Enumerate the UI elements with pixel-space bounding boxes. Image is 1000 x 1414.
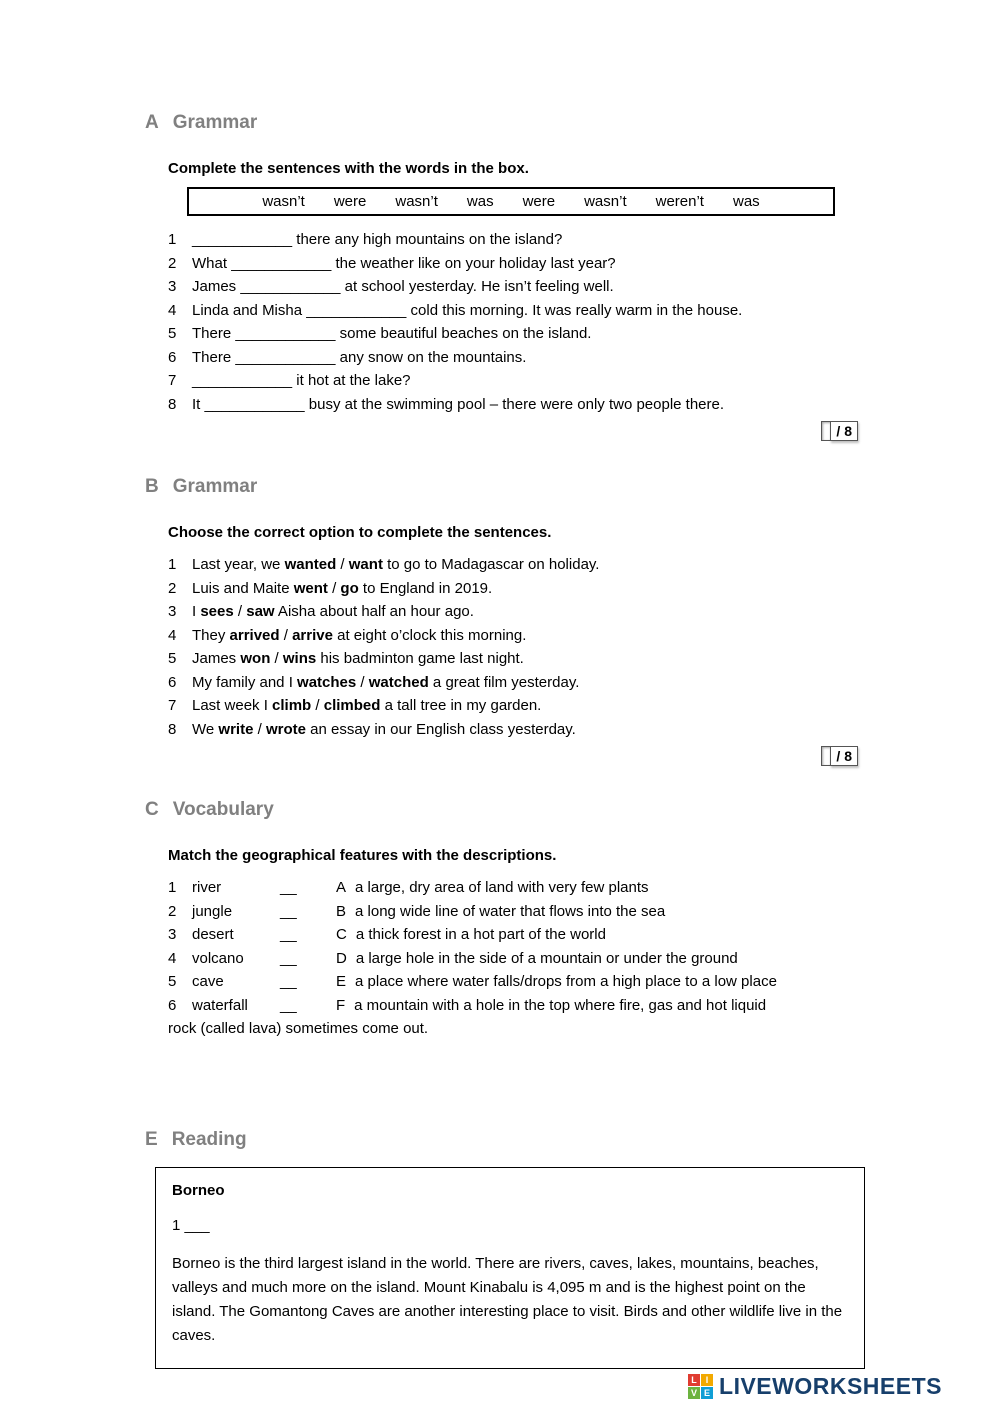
description-letter: F xyxy=(336,996,346,1014)
sentence-pre: My family and I xyxy=(192,673,298,691)
option-separator: / xyxy=(356,673,369,691)
sentence-post: at school yesterday. He isn’t feeling well. xyxy=(340,278,614,295)
word-box-word: were xyxy=(333,193,367,210)
feature-term: waterfall xyxy=(192,996,248,1014)
score-label: / 8 xyxy=(830,421,858,441)
item-number: 8 xyxy=(168,395,177,413)
word-box-word: were xyxy=(522,193,556,210)
section-b xyxy=(145,476,860,771)
word-box-word: was xyxy=(466,193,494,210)
section-b-score-line xyxy=(168,746,860,771)
match-blank[interactable]: __ xyxy=(280,926,297,943)
option-sentence-item xyxy=(168,624,860,648)
sentence-text xyxy=(192,369,411,393)
matching-item xyxy=(168,947,860,971)
answer-blank[interactable]: ____________ xyxy=(306,301,407,319)
item-number: 5 xyxy=(168,973,177,990)
option-sentence-item xyxy=(168,577,860,601)
sentence-text xyxy=(192,694,541,718)
option-first[interactable]: sees xyxy=(200,603,234,620)
reading-gap-line xyxy=(172,1217,848,1234)
option-sentence-item xyxy=(168,671,860,695)
section-a-instruction: Complete the sentences with the words in the box. xyxy=(168,160,529,177)
logo-square-e: E xyxy=(701,1387,713,1399)
sentence-post: the weather like on your holiday last year? xyxy=(331,254,616,272)
item-number: 3 xyxy=(168,926,177,943)
option-separator: / xyxy=(253,720,266,738)
option-first[interactable]: went xyxy=(293,579,328,597)
option-second[interactable]: wins xyxy=(282,650,317,667)
word-box-word: was xyxy=(732,193,760,210)
answer-blank[interactable]: ____________ xyxy=(235,325,336,342)
section-a xyxy=(145,112,860,446)
sentence-text xyxy=(192,577,492,601)
sentence-text xyxy=(192,322,591,346)
section-c xyxy=(145,799,860,1041)
item-number: 6 xyxy=(168,673,177,691)
option-separator: / xyxy=(311,697,324,714)
section-b-heading xyxy=(145,476,860,498)
sentence-post: there any high mountains on the island? xyxy=(292,231,563,248)
option-first[interactable]: wanted xyxy=(284,556,337,573)
option-second[interactable]: saw xyxy=(246,603,275,620)
description-text: a place where water falls/drops from a high place to a low place xyxy=(355,973,777,990)
option-second[interactable]: wrote xyxy=(265,720,306,738)
item-number: 8 xyxy=(168,720,177,738)
word-box-word: wasn’t xyxy=(262,193,305,210)
description-text: a large, dry area of land with very few plants xyxy=(355,879,649,896)
sentence-text xyxy=(192,299,742,323)
feature-term: cave xyxy=(192,973,224,990)
sentence-post: it hot at the lake? xyxy=(292,372,411,389)
section-b-sentences xyxy=(168,553,860,741)
sentence-pre: What xyxy=(192,254,232,272)
sentence-item xyxy=(168,322,860,346)
section-a-score-line xyxy=(168,421,860,446)
option-separator: / xyxy=(279,626,293,644)
feature-description xyxy=(336,970,777,994)
item-number: 6 xyxy=(168,996,177,1014)
sentence-text xyxy=(192,275,614,299)
sentence-post: at eight o’clock this morning. xyxy=(332,626,527,644)
sentence-post: busy at the swimming pool – there were only two people there. xyxy=(304,395,725,413)
sentence-pre: Linda and Misha xyxy=(192,301,307,319)
sentence-text xyxy=(192,671,579,695)
reading-box xyxy=(155,1167,865,1369)
section-letter: C xyxy=(145,799,159,820)
sentence-text xyxy=(192,252,616,276)
sentence-pre: Last week I xyxy=(192,697,273,714)
item-number: 1 xyxy=(168,879,177,896)
section-a-sentences xyxy=(168,228,860,416)
logo-square-i: I xyxy=(701,1374,713,1386)
description-letter: D xyxy=(336,949,347,967)
word-box xyxy=(187,187,835,216)
feature-description xyxy=(336,994,766,1018)
option-second[interactable]: watched xyxy=(368,673,429,691)
score-label: / 8 xyxy=(830,746,858,766)
option-second[interactable]: go xyxy=(340,579,359,597)
option-separator: / xyxy=(233,603,247,620)
description-letter: E xyxy=(336,973,347,990)
item-number: 2 xyxy=(168,579,177,597)
matching-list xyxy=(168,876,860,1017)
sentence-text xyxy=(192,718,576,742)
option-first[interactable]: won xyxy=(240,650,271,667)
match-blank[interactable]: __ xyxy=(280,949,297,967)
sentence-pre: I xyxy=(192,603,201,620)
sentence-item xyxy=(168,275,860,299)
option-sentence-item xyxy=(168,553,860,577)
reading-paragraph: Borneo is the third largest island in the world. There are rivers, caves, lakes, mountains, beaches, valleys and much more on the island. Mount Kinabalu is 4,095 m and is the highest point on the island. The Gomantong Caves are another interesting place to visit. Birds and other wildlife live in the caves. xyxy=(172,1254,843,1344)
feature-description xyxy=(336,876,649,900)
word-box-word: wasn’t xyxy=(584,193,627,210)
sentence-text xyxy=(192,393,724,417)
sentence-pre: They xyxy=(192,626,230,644)
match-blank[interactable]: __ xyxy=(280,973,297,990)
sentence-pre: There xyxy=(192,325,236,342)
word-box-word: wasn’t xyxy=(395,193,438,210)
reading-title: Borneo xyxy=(172,1181,225,1199)
sentence-post: an essay in our English class yesterday. xyxy=(305,720,576,738)
logo-square-l: L xyxy=(688,1374,700,1386)
feature-description xyxy=(336,923,606,947)
sentence-pre: Luis and Maite xyxy=(192,579,294,597)
sentence-text xyxy=(192,647,524,671)
gap-number: 1 xyxy=(172,1216,181,1234)
matching-item xyxy=(168,923,860,947)
answer-blank[interactable]: ____________ xyxy=(231,254,332,272)
score-box xyxy=(821,746,858,766)
option-second[interactable]: climbed xyxy=(323,697,381,714)
option-second[interactable]: arrive xyxy=(292,626,333,644)
answer-blank[interactable]: ____________ xyxy=(235,348,336,366)
sentence-post: to England in 2019. xyxy=(358,579,493,597)
sentence-post: a great film yesterday. xyxy=(428,673,580,691)
description-text: a large hole in the side of a mountain or under the ground xyxy=(355,949,738,967)
option-sentence-item xyxy=(168,718,860,742)
sentence-text xyxy=(192,228,562,252)
sentence-item xyxy=(168,393,860,417)
option-first[interactable]: watches xyxy=(297,673,357,691)
match-blank[interactable]: __ xyxy=(280,996,297,1014)
matching-item xyxy=(168,994,860,1018)
sentence-item xyxy=(168,369,860,393)
sentence-text xyxy=(192,346,526,370)
item-number: 3 xyxy=(168,278,177,295)
sentence-pre: James xyxy=(192,650,241,667)
item-number: 4 xyxy=(168,301,177,319)
item-number: 7 xyxy=(168,697,177,714)
sentence-pre: We xyxy=(192,720,219,738)
section-letter: A xyxy=(145,112,159,133)
sentence-pre: Last year, we xyxy=(192,556,285,573)
option-first[interactable]: climb xyxy=(272,697,312,714)
section-b-instruction: Choose the correct option to complete the sentences. xyxy=(168,524,552,541)
score-box xyxy=(821,421,858,441)
item-number: 2 xyxy=(168,902,177,920)
section-a-heading xyxy=(145,112,860,134)
sentence-post: some beautiful beaches on the island. xyxy=(335,325,592,342)
answer-blank[interactable]: ____________ xyxy=(240,278,341,295)
option-first[interactable]: arrived xyxy=(229,626,280,644)
answer-blank[interactable]: ____________ xyxy=(192,231,293,248)
item-number: 1 xyxy=(168,231,177,248)
section-c-instruction: Match the geographical features with the descriptions. xyxy=(168,847,557,864)
option-sentence-item xyxy=(168,647,860,671)
item-number: 4 xyxy=(168,949,177,967)
description-text: a long wide line of water that flows into the sea xyxy=(355,902,666,920)
sentence-text xyxy=(192,624,526,648)
sentence-pre: James xyxy=(192,278,241,295)
sentence-item xyxy=(168,346,860,370)
item-number: 1 xyxy=(168,556,177,573)
option-second[interactable]: want xyxy=(348,556,383,573)
option-separator: / xyxy=(336,556,349,573)
liveworksheets-logo-link[interactable] xyxy=(688,1373,942,1400)
description-text: a thick forest in a hot part of the world xyxy=(355,926,606,943)
item-number: 2 xyxy=(168,254,177,272)
sentence-item xyxy=(168,252,860,276)
section-title-text: Reading xyxy=(171,1128,247,1150)
feature-term: river xyxy=(192,879,222,896)
answer-blank[interactable]: ____________ xyxy=(204,395,305,413)
answer-blank[interactable]: ____________ xyxy=(192,372,293,389)
option-separator: / xyxy=(270,650,283,667)
sentence-item xyxy=(168,299,860,323)
sentence-text xyxy=(192,600,474,624)
reading-gap-blank[interactable]: ___ xyxy=(184,1216,210,1234)
sentence-pre: There xyxy=(192,348,236,366)
item-number: 4 xyxy=(168,626,177,644)
feature-term: desert xyxy=(192,926,234,943)
item-number: 5 xyxy=(168,650,177,667)
description-overflow-text: rock (called lava) sometimes come out. xyxy=(168,1020,429,1037)
logo-square-v: V xyxy=(688,1387,700,1399)
item-number: 5 xyxy=(168,325,177,342)
match-blank[interactable]: __ xyxy=(280,902,297,920)
sentence-post: cold this morning. It was really warm in the house. xyxy=(406,301,743,319)
section-e xyxy=(145,1129,860,1369)
match-blank[interactable]: __ xyxy=(280,879,297,896)
word-box-word: weren’t xyxy=(655,193,704,210)
matching-item xyxy=(168,970,860,994)
option-separator: / xyxy=(327,579,341,597)
feature-term: jungle xyxy=(192,902,233,920)
sentence-post: his badminton game last night. xyxy=(316,650,524,667)
description-letter: C xyxy=(336,926,347,943)
item-number: 3 xyxy=(168,603,177,620)
sentence-post: Aisha about half an hour ago. xyxy=(274,603,474,620)
item-number: 7 xyxy=(168,372,177,389)
option-sentence-item xyxy=(168,694,860,718)
section-title-text: Vocabulary xyxy=(172,799,274,820)
liveworksheets-icon xyxy=(688,1374,713,1399)
sentence-post: to go to Madagascar on holiday. xyxy=(382,556,600,573)
section-c-heading xyxy=(145,799,860,821)
feature-description xyxy=(336,900,665,924)
option-sentence-item xyxy=(168,600,860,624)
liveworksheets-wordmark: LIVEWORKSHEETS xyxy=(719,1373,942,1399)
section-letter: B xyxy=(145,476,159,497)
feature-term: volcano xyxy=(192,949,244,967)
section-title-text: Grammar xyxy=(172,476,258,497)
section-title-text: Grammar xyxy=(172,112,258,133)
feature-description xyxy=(336,947,738,971)
matching-item xyxy=(168,900,860,924)
description-text: a mountain with a hole in the top where fire, gas and hot liquid xyxy=(354,996,767,1014)
sentence-item xyxy=(168,228,860,252)
description-letter: A xyxy=(336,879,347,896)
matching-item xyxy=(168,876,860,900)
sentence-text xyxy=(192,553,599,577)
sentence-pre: It xyxy=(192,395,205,413)
sentence-post: any snow on the mountains. xyxy=(335,348,527,366)
section-letter: E xyxy=(145,1128,158,1150)
section-e-heading xyxy=(145,1129,860,1151)
option-first[interactable]: write xyxy=(218,720,254,738)
description-letter: B xyxy=(336,902,347,920)
sentence-post: a tall tree in my garden. xyxy=(380,697,542,714)
item-number: 6 xyxy=(168,348,177,366)
